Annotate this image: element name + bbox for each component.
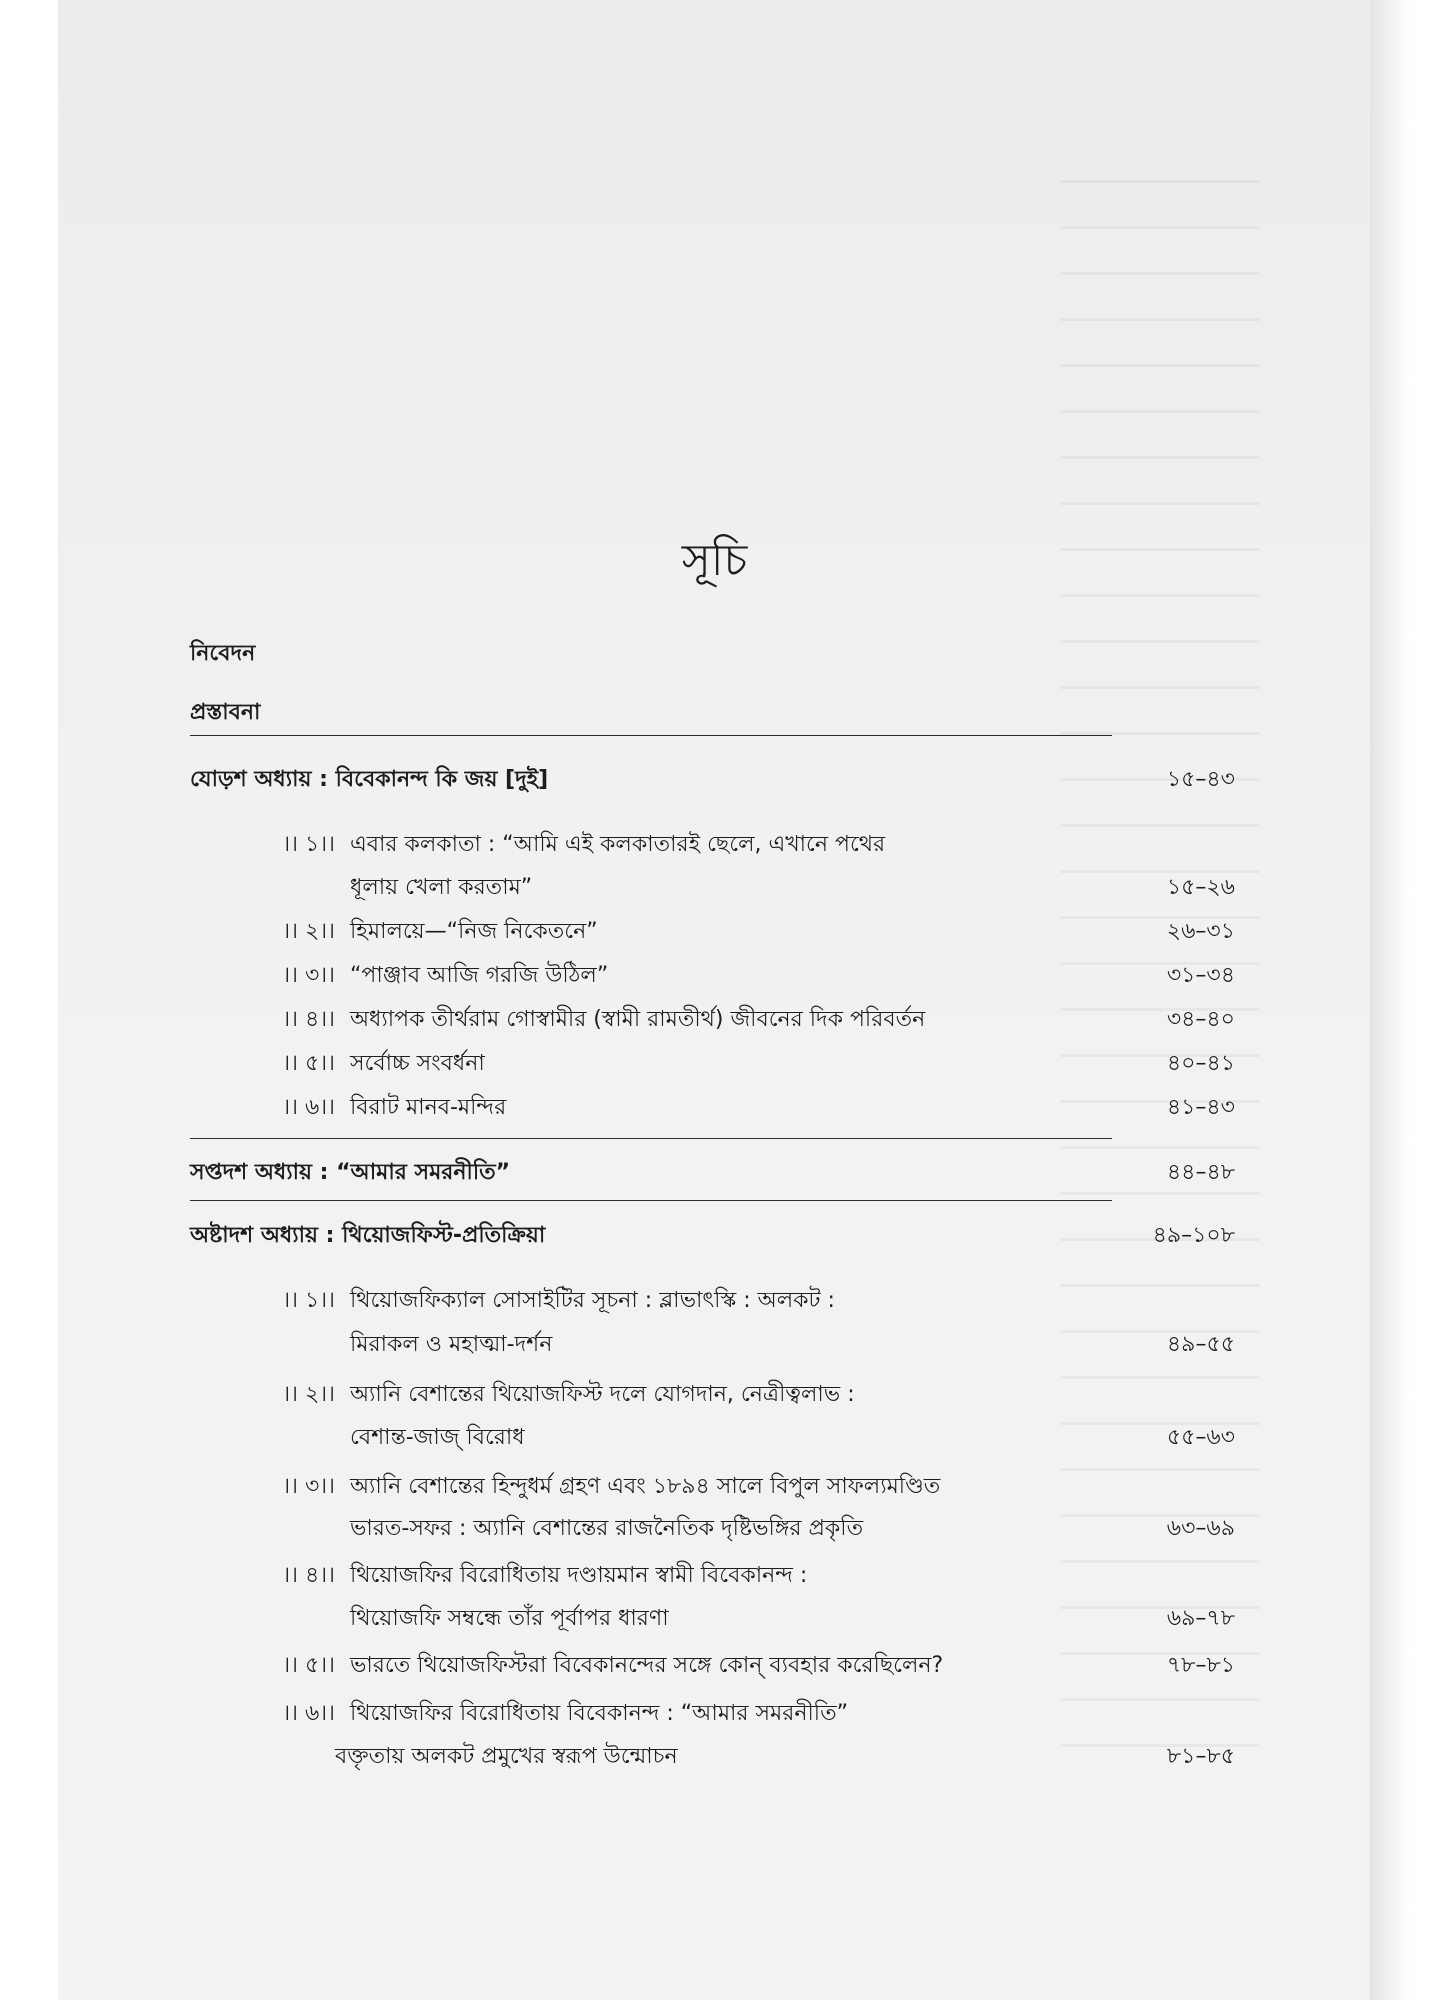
section-pages: ২৬–৩১ xyxy=(1166,919,1235,944)
section-pages: ৩৪–৪০ xyxy=(1166,1007,1235,1032)
section-title-line[interactable]: অ্যানি বেশান্তের হিন্দুধর্ম গ্রহণ এবং ১৮৯৪ সালে বিপুল সাফল্যমণ্ডিত xyxy=(350,1474,941,1499)
section-title-line[interactable]: ভারত-সফর : অ্যানি বেশান্তের রাজনৈতিক দৃষ্টিভঙ্গির প্রকৃতি xyxy=(350,1516,864,1541)
section-number: ।। ৬।। xyxy=(282,1095,335,1120)
chapter-rule xyxy=(190,735,1112,736)
section-number: ।। ২।। xyxy=(282,1382,335,1407)
section-pages: ১৫–২৬ xyxy=(1166,875,1235,900)
section-pages: ৬৯–৭৮ xyxy=(1166,1606,1235,1631)
chapter-rule xyxy=(190,1138,1112,1139)
section-title-line[interactable]: থিয়োজফি সম্বন্ধে তাঁর পূর্বাপর ধারণা xyxy=(350,1606,669,1631)
section-pages: ৫৫–৬৩ xyxy=(1166,1425,1235,1450)
section-title-line[interactable]: বিরাট মানব-মন্দির xyxy=(350,1095,507,1120)
page-edge xyxy=(1370,0,1429,2000)
section-title-line[interactable]: ধূলায় খেলা করতাম” xyxy=(350,875,533,900)
chapter-title[interactable]: সপ্তদশ অধ্যায় : “আমার সমরনীতি” xyxy=(190,1160,511,1185)
section-number: ।। ৪।। xyxy=(282,1563,335,1588)
section-title-line[interactable]: থিয়োজফিক্যাল সোসাইটির সূচনা : ব্লাভাৎস্কি : অলকট : xyxy=(350,1288,835,1313)
page-title: সূচি xyxy=(681,535,748,586)
section-pages: ৪০–৪১ xyxy=(1166,1051,1235,1076)
section-pages: ৭৮–৮১ xyxy=(1166,1653,1235,1678)
section-title-line[interactable]: মিরাকল ও মহাত্মা-দর্শন xyxy=(350,1332,553,1357)
chapter-pages: ১৫–৪৩ xyxy=(1166,767,1235,792)
toc-nibedan[interactable]: নিবেদন xyxy=(190,641,256,666)
section-title-line[interactable]: বেশান্ত-জাজ্ বিরোধ xyxy=(350,1425,525,1450)
section-pages: ৮১–৮৫ xyxy=(1166,1744,1235,1769)
section-number: ।। ৩।। xyxy=(282,963,335,988)
section-title-line[interactable]: অধ্যাপক তীর্থরাম গোস্বামীর (স্বামী রামতীর্থ) জীবনের দিক পরিবর্তন xyxy=(350,1007,926,1032)
section-title-line[interactable]: বক্তৃতায় অলকট প্রমুখের স্বরূপ উন্মোচন xyxy=(335,1744,678,1769)
section-number: ।। ২।। xyxy=(282,919,335,944)
chapter-title[interactable]: অষ্টাদশ অধ্যায় : থিয়োজফিস্ট-প্রতিক্রিয়া xyxy=(190,1223,546,1248)
section-title-line[interactable]: হিমালয়ে—“নিজ নিকেতনে” xyxy=(350,919,598,944)
section-pages: ৪৯–৫৫ xyxy=(1166,1332,1235,1357)
section-pages: ৬৩–৬৯ xyxy=(1166,1516,1235,1541)
section-number: ।। ৩।। xyxy=(282,1474,335,1499)
section-number: ।। ৪।। xyxy=(282,1007,335,1032)
chapter-rule xyxy=(190,1200,1112,1201)
section-number: ।। ৫।। xyxy=(282,1051,335,1076)
section-title-line[interactable]: অ্যানি বেশান্তের থিয়োজফিস্ট দলে যোগদান, নেত্রীত্বলাভ : xyxy=(350,1382,855,1407)
chapter-pages: ৪৯–১০৮ xyxy=(1152,1223,1235,1248)
section-number: ।। ১।। xyxy=(282,832,335,857)
section-pages: ৩১–৩৪ xyxy=(1166,963,1235,988)
section-number: ।। ৫।। xyxy=(282,1653,335,1678)
section-title-line[interactable]: ভারতে থিয়োজফিস্টরা বিবেকানন্দের সঙ্গে কোন্ ব্যবহার করেছিলেন? xyxy=(350,1653,944,1678)
section-title-line[interactable]: সর্বোচ্চ সংবর্ধনা xyxy=(350,1051,485,1076)
chapter-pages: ৪৪–৪৮ xyxy=(1166,1160,1235,1185)
section-title-line[interactable]: “পাঞ্জাব আজি গরজি উঠিল” xyxy=(350,963,609,988)
section-number: ।। ১।। xyxy=(282,1288,335,1313)
section-number: ।। ৬।। xyxy=(282,1701,335,1726)
section-title-line[interactable]: এবার কলকাতা : “আমি এই কলকাতারই ছেলে, এখানে পথের xyxy=(350,832,886,857)
section-title-line[interactable]: থিয়োজফির বিরোধিতায় বিবেকানন্দ : “আমার সমরনীতি” xyxy=(350,1701,848,1726)
chapter-title[interactable]: যোড়শ অধ্যায় : বিবেকানন্দ কি জয় [দুই] xyxy=(190,767,549,792)
toc-prastabana[interactable]: প্রস্তাবনা xyxy=(190,700,261,725)
section-pages: ৪১–৪৩ xyxy=(1166,1095,1235,1120)
section-title-line[interactable]: থিয়োজফির বিরোধিতায় দণ্ডায়মান স্বামী বিবেকানন্দ : xyxy=(350,1563,808,1588)
